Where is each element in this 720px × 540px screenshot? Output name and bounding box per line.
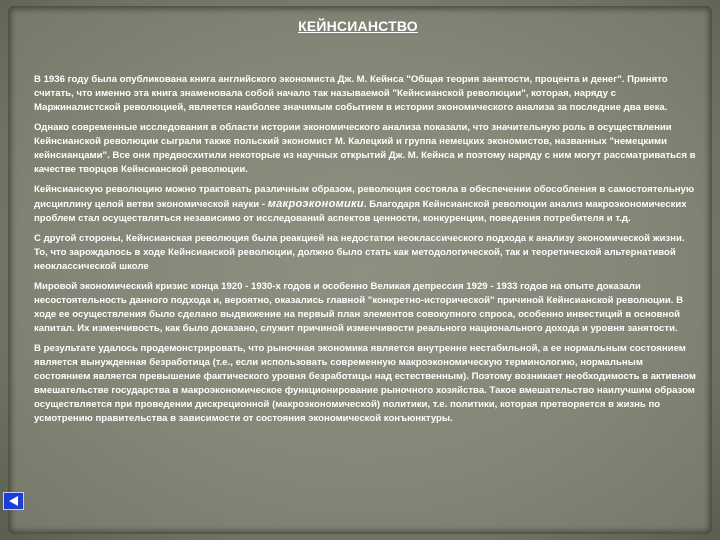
back-button[interactable]	[3, 492, 24, 510]
paragraph-5: Мировой экономический кризис конца 1920 - 1930-х годов и особенно Великая депрессия 1929 - 1933 годов на опыте доказали несостоятельность данного подхода и, вероятно, оказались главной "конкретно-исторической" причиной Кейнсианской революции. В ходе ее осуществления было сделано выдвижение на первый план элементов совокупного спроса, особенно инвестиций в основной капитал. Их изменчивость, как было доказано, служит причиной изменчивости реального национального дохода и уровня занятости.	[34, 281, 684, 334]
paragraph-1: В 1936 году была опубликована книга английского экономиста Дж. М. Кейнса "Общая теория занятости, процента и денег". Принято считать, что именно эта книга знаменовала собой начало так называемой "Кейнсианской революции", которая, наряду с Маржиналистской революцией, является наиболее значимым событием в истории экономического анализа за последние два века.	[34, 74, 668, 113]
paragraph-3-end: . Благодаря Кейнсианской революции анализ макроэкономических проблем стал осуществляться независимо от исследований аспектов ценности, конкуренции, поведения потребителя и т.д.	[34, 199, 687, 224]
paragraph-3-emphasis: макроэкономики	[267, 198, 364, 210]
slide-body	[34, 73, 700, 432]
paragraph-3-start: Кейнсианскую революцию можно трактовать различным образом, революция состояла в обеспечении обособления в самостоятельную дисциплину целой ветви экономической науки -	[34, 184, 695, 210]
paragraph-4: С другой стороны, Кейнсианская революция была реакцией на недостатки неоклассического подхода к анализу экономической жизни. То, что зарождалось в ходе Кейнсианской революции, должно было стать как методологической, так и теоретической альтернативой неоклассической школе	[34, 233, 685, 272]
content-panel	[8, 6, 712, 534]
paragraph-2: Однако современные исследования в области истории экономического анализа показали, что значительную роль в осуществлении Кейнсианской революции сыграли также польский экономист М. Калецкий и группа немецких экономистов, названных "немецкими кейнсианцами". Все они предвосхитили некоторые из научных открытий Дж. М. Кейнса и поэтому наряду с ним могут рассматриваться в качестве творцов Кейнсианской революции.	[34, 122, 696, 175]
paragraph-6: В результате удалось продемонстрировать, что рыночная экономика является внутренне нестабильной, а ее нормальным состоянием является вынужденная безработица (т.е., если использовать современную макроэкономическую терминологию, нормальным состоянием является превышение фактического уровня безработицы над естественным). Поэтому возникает необходимость в активном вмешательстве государства в макроэкономическое функционирование рыночного хозяйства. Такое вмешательство наилучшим образом осуществляется при проведении дискреционной (макроэкономической) политики, т.е. политики, которая претворяется в жизнь по усмотрению правительства в зависимости от состояния экономической конъюнктуры.	[34, 343, 696, 424]
paragraph-3	[34, 183, 700, 226]
slide-title: КЕЙНСИАНСТВО	[298, 18, 418, 34]
triangle-left-icon	[9, 496, 18, 506]
